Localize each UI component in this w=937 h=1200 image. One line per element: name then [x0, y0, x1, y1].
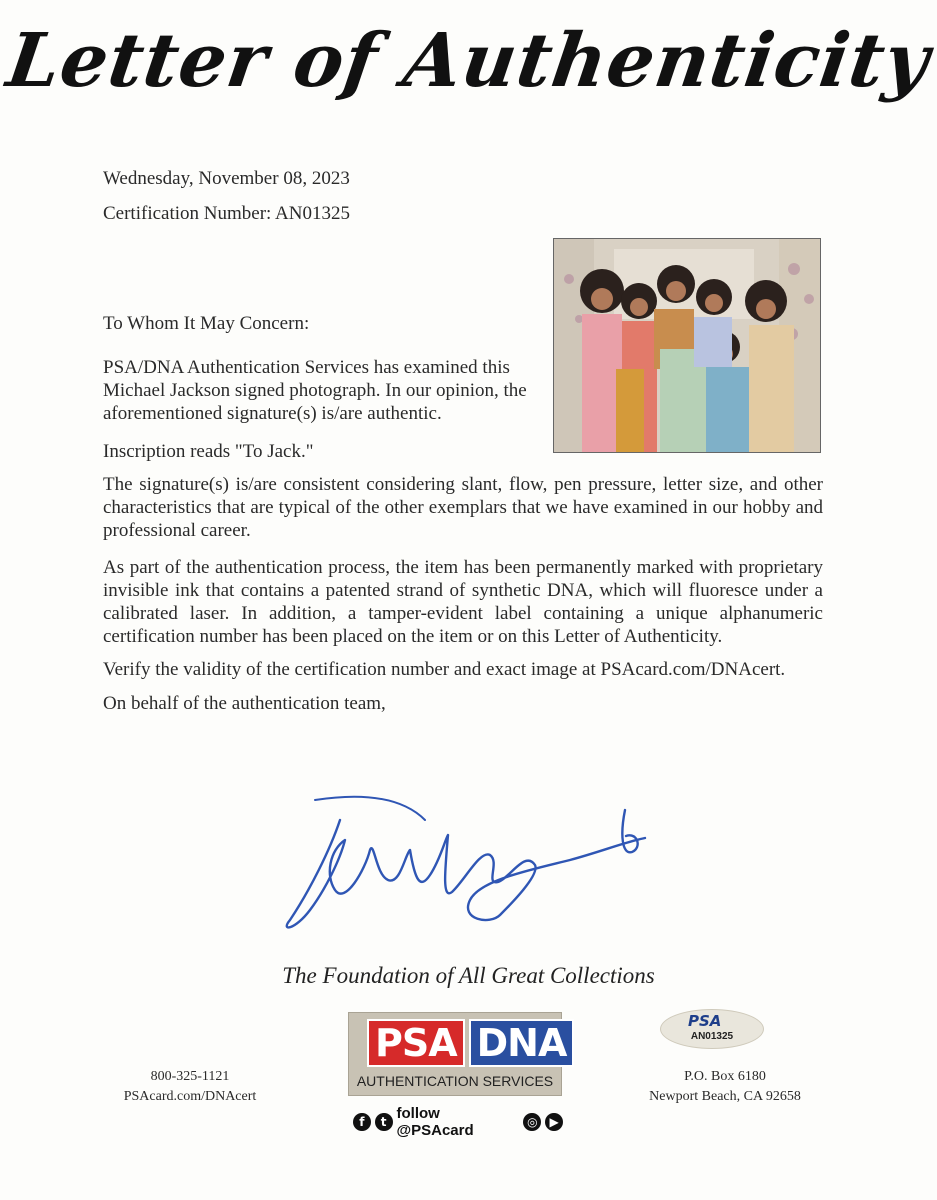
contact-left — [110, 1067, 270, 1107]
letter-date: Wednesday, November 08, 2023 — [103, 168, 350, 189]
label-brand: PSA — [688, 1012, 722, 1030]
tamper-evident-label — [660, 1009, 764, 1049]
instagram-icon[interactable]: ◎ — [523, 1113, 541, 1131]
website-link[interactable]: PSAcard.com/DNAcert — [123, 1089, 257, 1104]
authenticator-signature — [270, 780, 670, 940]
label-cert-number: AN01325 — [690, 1031, 734, 1042]
inscription-text: Inscription reads "To Jack." — [103, 441, 314, 462]
salutation: To Whom It May Concern: — [103, 313, 310, 334]
paragraph-consistency: The signature(s) is/are consistent considering slant, flow, pen pressure, letter size, and other characteristics that are typical of the other exemplars that we have examined in our hobby and professional career. — [103, 474, 823, 541]
facebook-icon[interactable]: f — [353, 1113, 371, 1131]
paragraph-examination: PSA/DNA Authentication Services has examined this Michael Jackson signed photograph. In our opinion, the aforementioned signature(s) is/are authentic. — [103, 357, 527, 424]
verify-text: Verify the validity of the certification number and exact image at PSAcard.com/DNAcert. — [103, 659, 786, 680]
contact-right — [625, 1067, 825, 1107]
logo-dna: DNA — [469, 1019, 575, 1067]
tagline: The Foundation of All Great Collections — [282, 963, 655, 988]
psa-dna-logo — [348, 1012, 567, 1096]
phone-number: 800-325-1121 — [150, 1069, 230, 1084]
letter-title: Letter of Authenticity — [1, 18, 936, 104]
twitter-icon[interactable]: t — [375, 1113, 393, 1131]
social-links — [353, 1105, 563, 1139]
social-handle[interactable]: follow @PSAcard — [396, 1105, 474, 1139]
po-box: P.O. Box 6180 — [684, 1069, 766, 1084]
certification-number: Certification Number: AN01325 — [103, 203, 350, 224]
closing-text: On behalf of the authentication team, — [103, 693, 386, 714]
paragraph-process: As part of the authentication process, the item has been permanently marked with proprietary invisible ink that contains a patented strand of synthetic DNA, which will fluoresce under a calibrated laser. In addition, a tamper-evident label containing a unique alphanumeric certification number has been placed on the item or on this Letter of Authenticity. — [103, 557, 823, 647]
youtube-icon[interactable]: ▶ — [545, 1113, 563, 1131]
city-address: Newport Beach, CA 92658 — [649, 1089, 801, 1104]
logo-subtitle: AUTHENTICATION SERVICES — [356, 1073, 554, 1089]
authenticated-photograph — [553, 238, 821, 453]
logo-psa: PSA — [367, 1019, 465, 1067]
